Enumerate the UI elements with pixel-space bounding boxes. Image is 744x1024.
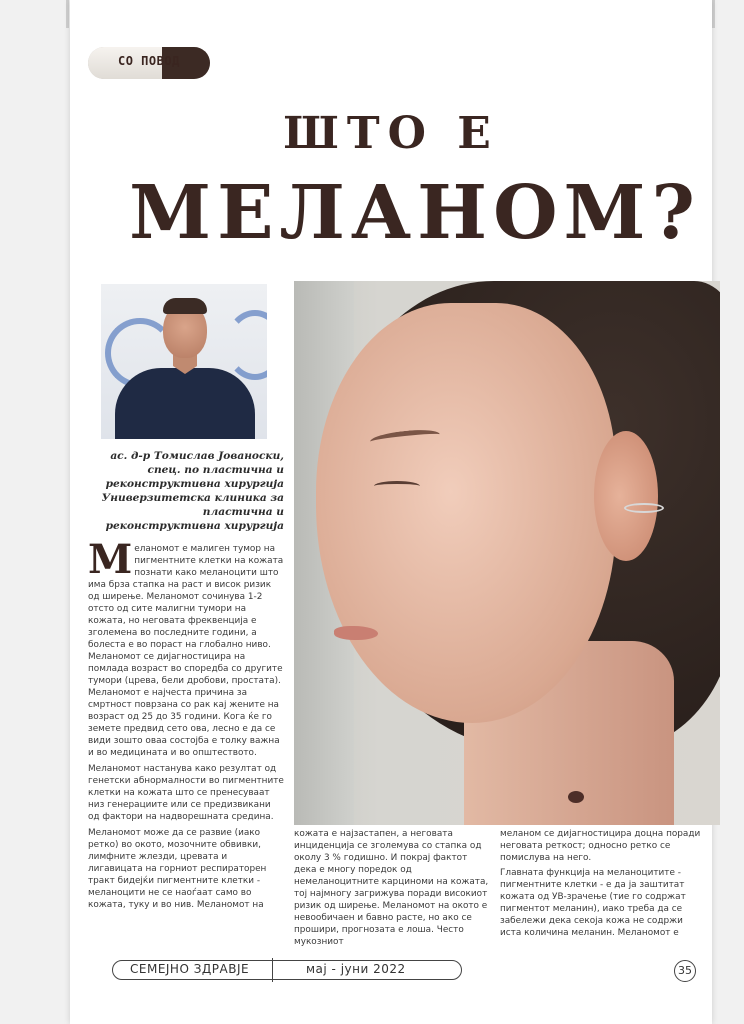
- issue-date: мај - јуни 2022: [306, 962, 406, 976]
- drop-cap: М: [88, 536, 133, 583]
- left-page-edge: [0, 0, 70, 1024]
- section-tag-label: СО ПОВОД: [118, 54, 180, 68]
- magazine-name: СЕМЕЈНО ЗДРАВЈЕ: [130, 962, 250, 976]
- author-photo: [101, 284, 267, 439]
- page-number: 35: [674, 960, 696, 982]
- author-caption: ас. д-р Томислав Јованоски, спец. по пластична и реконструктивна хирургија Универзитетска клиника за пластична и реконструктивна хирургија: [101, 450, 284, 532]
- woman-profile-photo: [294, 281, 720, 825]
- article-column-3: [500, 828, 706, 942]
- article-column-1: [88, 536, 284, 915]
- paragraph: Меланомот може да се развие (иако ретко) во окото, мозочните обвивки, лимфните жлезди, цревата и лигавицата на горниот респираторен тракт бидејќи пигментните клетки - меланоцити не се наоѓаат само во кожата, туку и во нив. Меланомот на: [88, 828, 267, 910]
- mole-on-neck: [568, 791, 584, 803]
- article-column-2: [294, 828, 492, 948]
- paragraph: еланомот е малиген тумор на пигментните клетки на кожата познати како меланоцити што има брза стапка на раст и висок ризик од ширење. Меланомот сочинува 1-2 отсто од сите малигни тумори на кожата, но неговата фреквенција е зголемена во последните години, а болеста е во пораст на глобално ниво. Меланомот се дијагностицира на помлада возраст во споредба со другите тумори (црева, бели дробови, простата). Меланомот е најчеста причина за смртност поврзана со рак кај жените на возраст од 25 до 35 години. Кога ќе го земете предвид сето ова, лесно е да се види зошто оваа состојба е толку важна и во медицината и во општеството.: [88, 544, 284, 758]
- right-edge-mark: [712, 0, 715, 28]
- paragraph: Меланомот настанува како резултат од генетски абнормалности во пигментните клетки на кожата што се пренесуваат низ генерациите или се предизвикани од фактори на надворешната средина.: [88, 764, 284, 822]
- article-title-line2: МЕЛАНОМ?: [129, 170, 701, 256]
- article-title-line1: ШТО Е: [283, 108, 499, 159]
- paragraph: меланом се дијагностицира доцна поради неговата реткост; односно ретко се помислува на него.: [500, 829, 701, 863]
- footer-divider: [272, 958, 273, 982]
- left-edge-mark: [66, 0, 69, 28]
- paragraph: кожата е најзастапен, а неговата инциденција се зголемува со стапка од околу 3 % годишно. И покрај фактот дека е многу поредок од немеланоцитните карциноми на кожата, тој најмногу загрижува поради високиот ризик од ширење. Меланомот на окото е невообичаен и бавно расте, но ако се прошири, прогнозата е лоша. Често мукозниот: [294, 829, 489, 947]
- paragraph: Главната функција на меланоцитите - пигментните клетки - е да ја заштитат кожата од УВ-зрачење (тие го содржат пигментот меланин), иако треба да се забележи дека секоја кожа не содржи иста количина меланин. Меланомот е: [500, 868, 686, 938]
